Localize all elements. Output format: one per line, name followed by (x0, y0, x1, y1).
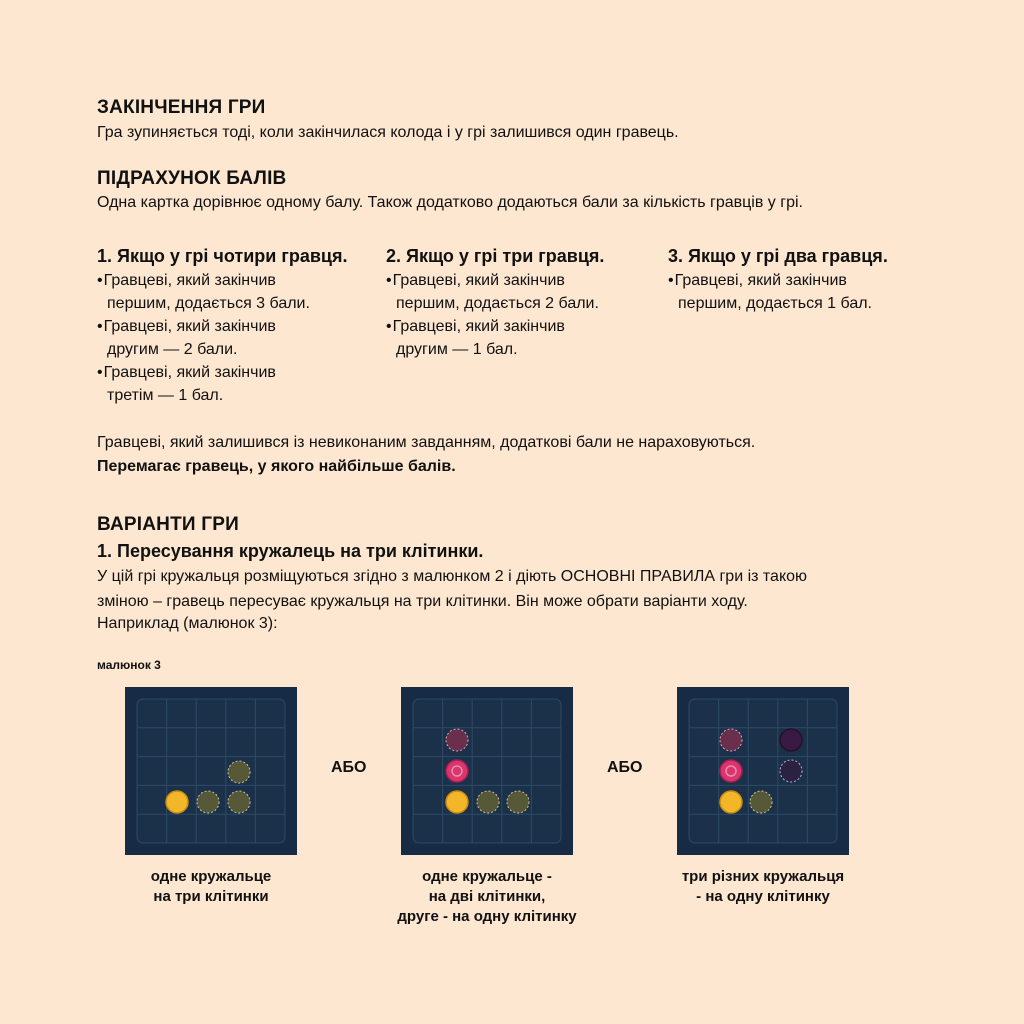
board-3 (677, 687, 849, 855)
board-3-grid (677, 687, 849, 855)
plum-disc-ghost (446, 729, 468, 751)
pink-disc (446, 760, 468, 782)
bullet-item: • Гравцеві, який закінчив другим — 1 бал. (386, 315, 656, 361)
board-1-grid (125, 687, 297, 855)
caption-board-1: одне кружальце на три клітинки (150, 868, 272, 905)
score-title: ПІДРАХУНОК БАЛІВ (97, 168, 287, 189)
variants-title: ВАРІАНТИ ГРИ (97, 514, 239, 535)
score-column-4-players (97, 246, 377, 407)
column-title: 1. Якщо у грі чотири гравця. (97, 246, 348, 266)
winner-text: Перемагає гравець, у якого найбільше балів. (97, 458, 456, 475)
variants-line-2: зміною – гравець пересуває кружальця на три клітинки. Він може обрати варіанти ходу. (97, 593, 748, 610)
column-title: 2. Якщо у грі три гравця. (386, 246, 605, 266)
caption-board-2: одне кружальце - на дві клітинки, друге - на одну клітинку (397, 868, 577, 925)
yellow-disc (166, 791, 188, 813)
olive-disc-ghost (750, 791, 772, 813)
board-2 (401, 687, 573, 855)
olive-disc-ghost (507, 791, 529, 813)
variants-line-1: У цій грі кружальця розміщуються згідно з малюнком 2 і діють ОСНОВНІ ПРАВИЛА гри із такою (97, 568, 808, 585)
yellow-disc (720, 791, 742, 813)
olive-disc-ghost (197, 791, 219, 813)
figure-label: малюнок 3 (97, 658, 161, 672)
plum-disc-ghost (720, 729, 742, 751)
olive-disc-ghost (477, 791, 499, 813)
yellow-disc (446, 791, 468, 813)
bullet-item: • Гравцеві, який закінчив першим, додається 3 бали. (97, 269, 377, 315)
end-title: ЗАКІНЧЕННЯ ГРИ (97, 97, 266, 118)
bullet-item: • Гравцеві, який закінчив другим — 2 бали. (97, 315, 377, 361)
pink-disc (720, 760, 742, 782)
variants-subtitle: 1. Пересування кружалець на три клітинки. (97, 541, 484, 561)
board-1 (125, 687, 297, 855)
bullet-item: • Гравцеві, який закінчив першим, додається 1 бал. (668, 269, 908, 315)
caption-board-3: три різних кружальця - на одну клітинку (681, 868, 845, 905)
end-text: Гра зупиняється тоді, коли закінчилася колода і у грі залишився один гравець. (97, 124, 679, 141)
or-label: АБО (607, 759, 643, 776)
score-text: Одна картка дорівнює одному балу. Також додатково додаються бали за кількість гравців у грі. (97, 194, 803, 211)
or-label: АБО (331, 759, 367, 776)
score-note: Гравцеві, який залишився із невиконаним завданням, додаткові бали не нараховуються. (97, 434, 756, 451)
column-title: 3. Якщо у грі два гравця. (668, 246, 888, 266)
variants-line-3: Наприклад (малюнок 3): (97, 615, 278, 632)
score-column-2-players (668, 246, 908, 315)
bullet-item: • Гравцеві, який закінчив першим, додається 2 бали. (386, 269, 656, 315)
olive-disc-ghost (228, 791, 250, 813)
board-2-grid (401, 687, 573, 855)
olive-disc-ghost (228, 761, 250, 783)
purple-disc-ghost (780, 760, 802, 782)
bullet-item: • Гравцеві, який закінчив третім — 1 бал. (97, 361, 377, 407)
score-column-3-players (386, 246, 656, 361)
purple-disc (780, 729, 802, 751)
